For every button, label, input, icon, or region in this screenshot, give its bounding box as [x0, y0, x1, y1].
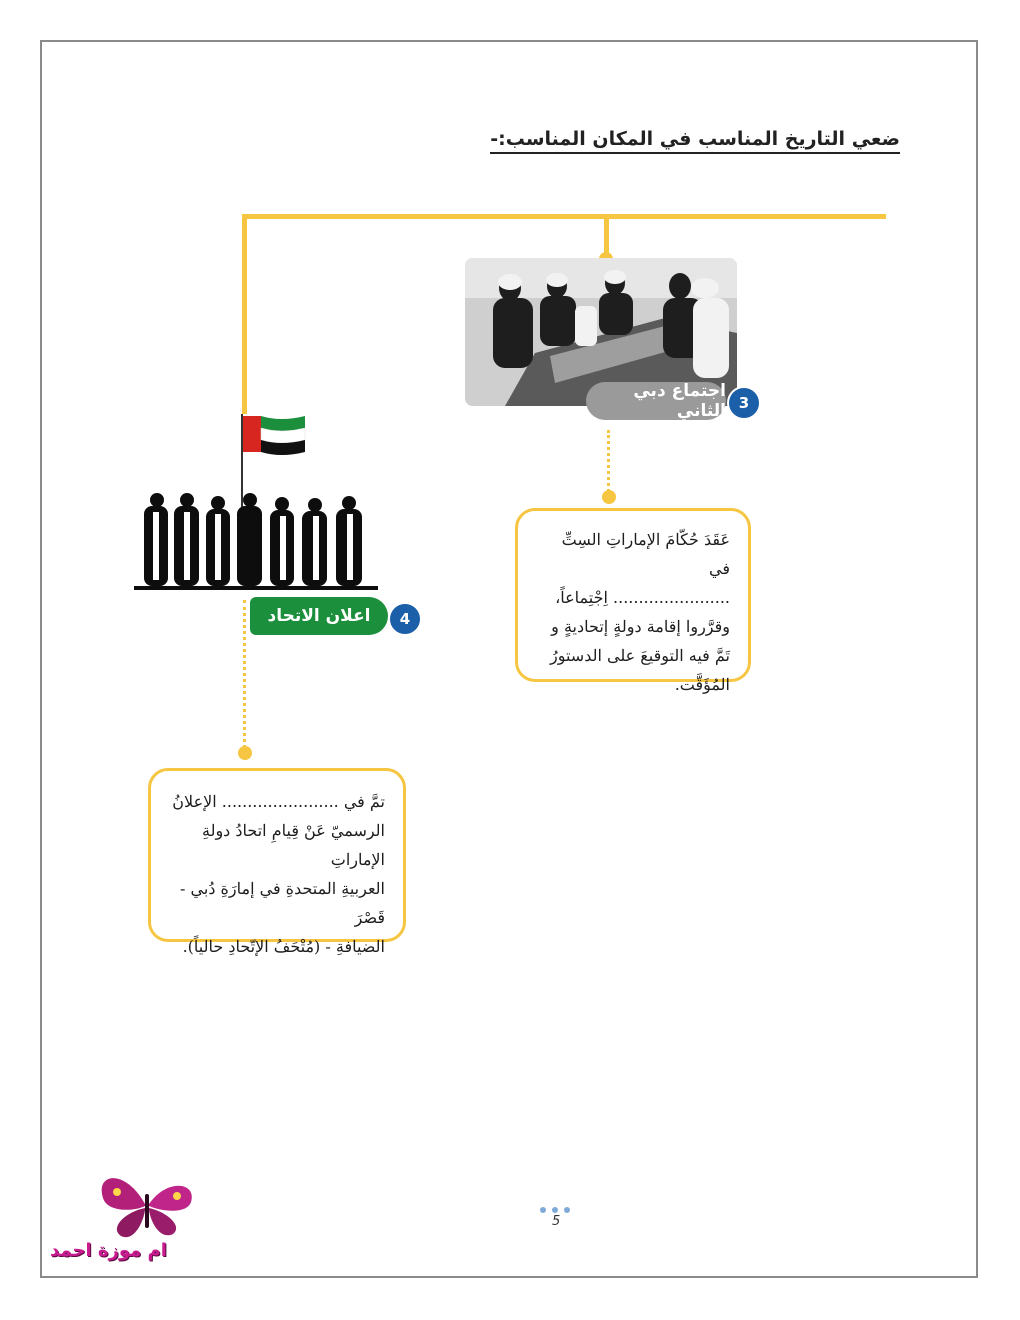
event-4-connector [243, 600, 246, 748]
event-3-line: ....................... اِجْتِماعاً، [555, 588, 730, 607]
event-4-line: الرسميّ عَنْ قِيامِ اتحادُ دولةِ الإماراتِ [202, 821, 385, 869]
butterfly-logo-icon [95, 1168, 200, 1240]
event-3-label-text: اجتماع دبي الثاني [633, 381, 726, 421]
event-4-line: الضيافةِ - (مُتْحَفُ الإتّحادِ حالياً). [182, 937, 385, 956]
event-4-number: 4 [399, 610, 411, 628]
event-3-connector-node [602, 490, 616, 504]
timeline-horizontal [242, 214, 886, 219]
event-4-line: تمَّ في ....................... الإعلانُ [172, 792, 385, 811]
event-3-line: وقرَّروا إقامة دولةٍ إتحاديةٍ و [551, 617, 730, 636]
page-dots [540, 1207, 570, 1213]
event-3-label [586, 382, 726, 420]
page-frame [40, 40, 978, 1278]
page-number: 5 [552, 1214, 561, 1229]
event-4-label [250, 597, 388, 635]
event-3-connector [607, 430, 610, 492]
page-title: ضعي التاريخ المناسب في المكان المناسب:- [490, 128, 900, 154]
union-founders-flag [130, 408, 380, 593]
event-4-line: العربيةِ المتحدةِ في إمارَةِ دُبي - قَصْرَ [180, 879, 385, 927]
event-4-textbox [148, 768, 406, 956]
event-4-number-badge [388, 602, 422, 636]
event-4-connector-node [238, 746, 252, 760]
brand-name: ام موزة احمد [50, 1240, 167, 1261]
event-3-textbox [515, 508, 751, 694]
event-3-line: المُؤَقَّت. [674, 675, 730, 694]
event-4-label-text: اعلان الاتحاد [267, 606, 371, 626]
event-3-number: 3 [738, 394, 750, 412]
event-3-line: تَمَّ فيه التوقيعَ على الدستورُ [549, 646, 730, 665]
event-3-line: عَقَدَ حُكّامَ الإماراتِ السِتِّ في [561, 530, 730, 578]
event-3-number-badge [727, 386, 761, 420]
timeline-left-vertical [242, 214, 247, 414]
